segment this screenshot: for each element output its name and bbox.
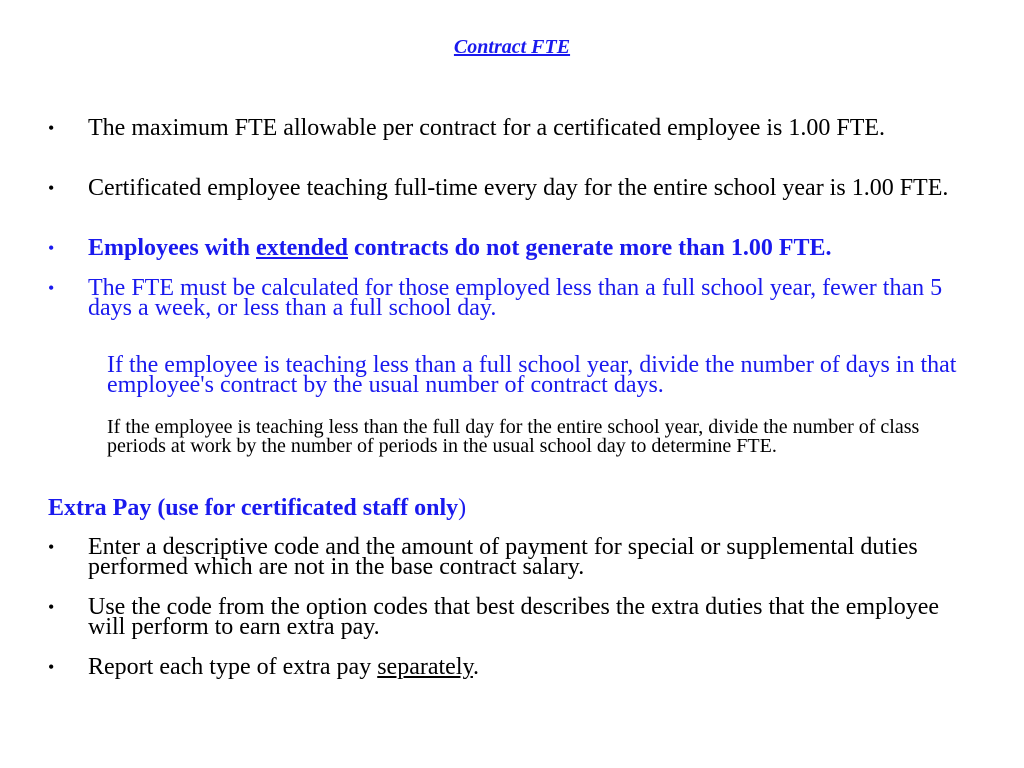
bullet-icon: • bbox=[48, 278, 55, 298]
extra-pay-heading-bold: Extra Pay (use for certificated staff only bbox=[48, 495, 459, 521]
bullet-text bbox=[88, 235, 978, 261]
bullet-text-post: contracts do not generate more than 1.00 FTE. bbox=[348, 235, 832, 261]
bullet-icon: • bbox=[48, 597, 55, 617]
page-title: Contract FTE bbox=[453, 36, 571, 58]
extra-pay-heading-tail: ) bbox=[458, 495, 467, 521]
bullet-text: Enter a descriptive code and the amount of payment for special or supplemental duties performed which are not in the base contract salary. bbox=[88, 534, 918, 580]
bullet-text: The maximum FTE allowable per contract for a certificated employee is 1.00 FTE. bbox=[88, 115, 886, 141]
emphasis-separately: separately bbox=[377, 654, 473, 680]
bullet-text-post: . bbox=[472, 654, 479, 680]
bullet-icon: • bbox=[48, 238, 55, 258]
bullet-icon: • bbox=[48, 178, 55, 198]
bullet-text: The FTE must be calculated for those employed less than a full school year, fewer than 5 days a week, or less than a full school day. bbox=[88, 275, 943, 321]
bullet-text: Certificated employee teaching full-time every day for the entire school year is 1.00 FTE. bbox=[88, 175, 949, 201]
bullet-icon: • bbox=[48, 657, 55, 677]
bullet-icon: • bbox=[48, 118, 55, 138]
extra-pay-heading bbox=[48, 495, 466, 522]
bullet-text: Use the code from the option codes that best describes the extra duties that the employee will perform to earn extra pay. bbox=[88, 594, 940, 640]
sub-paragraph-full-day: If the employee is teaching less than the full day for the entire school year, divide the number of class periods at work by the number of periods in the usual school day to determine FTE. bbox=[107, 416, 920, 457]
emphasis-extended: extended bbox=[256, 235, 348, 261]
bullet-text bbox=[88, 654, 978, 680]
bullet-text-pre: Report each type of extra pay bbox=[88, 654, 378, 680]
sub-paragraph-school-year: If the employee is teaching less than a full school year, divide the number of days in that employee's contract by the usual number of contract days. bbox=[107, 352, 957, 398]
bullet-text-pre: Employees with bbox=[88, 235, 256, 261]
bullet-icon: • bbox=[48, 537, 55, 557]
